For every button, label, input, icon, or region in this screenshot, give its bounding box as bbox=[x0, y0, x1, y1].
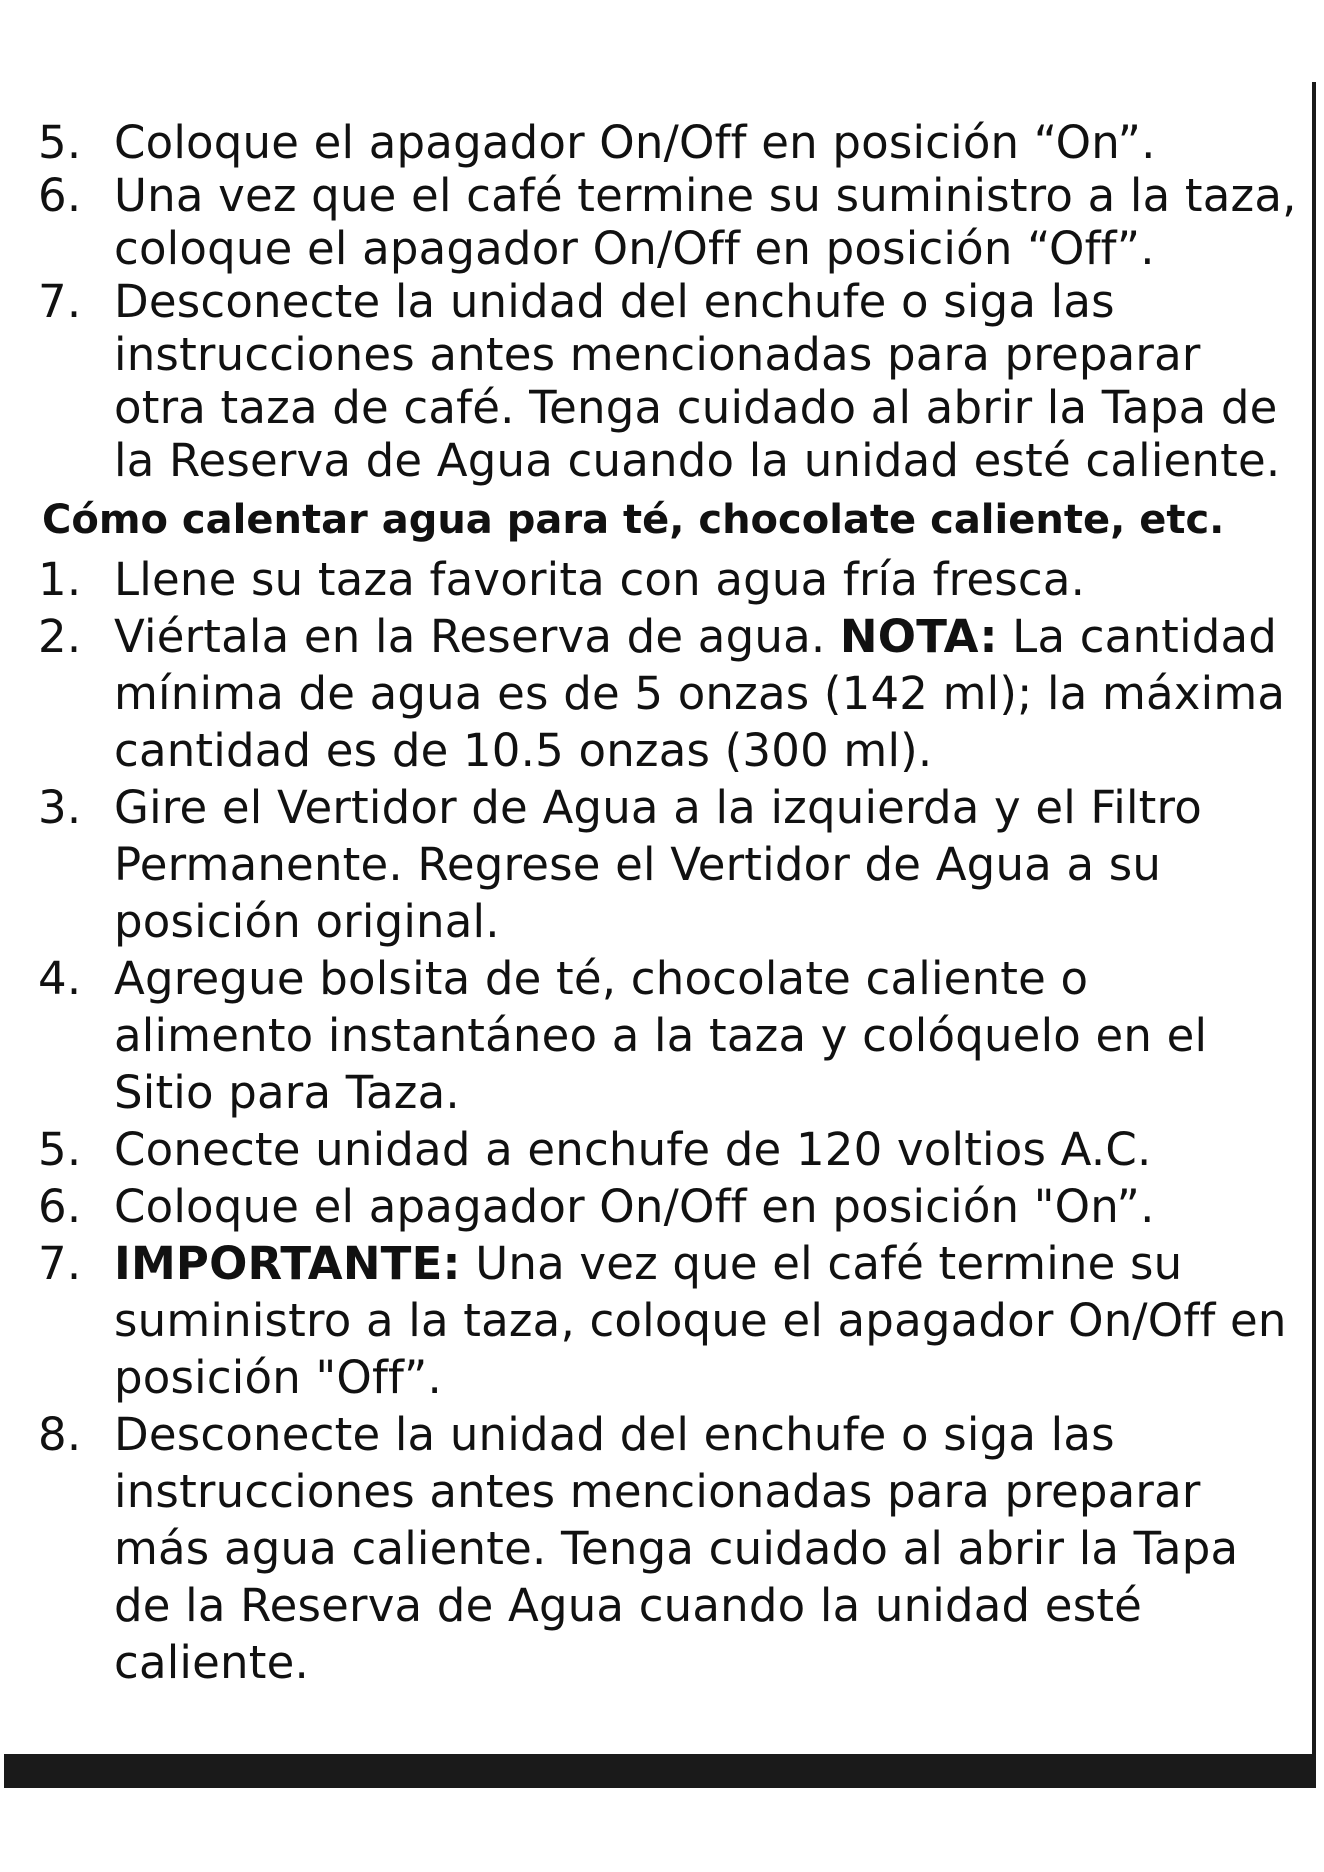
list-item bbox=[38, 779, 1298, 950]
important-label: IMPORTANTE: bbox=[114, 1237, 461, 1290]
item-text: La cantidad mínima de agua es de 5 onzas (142 ml); la máxima cantidad es de 10.5 onzas (300 ml). bbox=[114, 610, 1286, 777]
item-number: 6. bbox=[38, 1180, 82, 1233]
list-item bbox=[38, 1121, 1298, 1178]
item-text: Coloque el apagador On/Off en posición "On”. bbox=[114, 1180, 1155, 1233]
item-number: 7. bbox=[38, 275, 82, 328]
item-number: 5. bbox=[38, 116, 82, 169]
item-number: 6. bbox=[38, 169, 82, 222]
item-number: 2. bbox=[38, 610, 82, 663]
item-text: Llene su taza favorita con agua fría fresca. bbox=[114, 553, 1086, 606]
list-item bbox=[38, 608, 1298, 779]
item-number: 7. bbox=[38, 1237, 82, 1290]
item-number: 4. bbox=[38, 952, 82, 1005]
item-text: Desconecte la unidad del enchufe o siga las instrucciones antes mencionadas para preparar otra taza de café. Tenga cuidado al abrir la Tapa de la Reserva de Agua cuando la unidad esté caliente. bbox=[114, 275, 1281, 487]
section-coffee-steps bbox=[38, 116, 1298, 487]
list-item bbox=[38, 1178, 1298, 1235]
item-text: Coloque el apagador On/Off en posición “On”. bbox=[114, 116, 1156, 169]
list-item bbox=[38, 116, 1298, 169]
list-item bbox=[38, 950, 1298, 1121]
item-text: Una vez que el café termine su suministro a la taza, coloque el apagador On/Off en posición "Off”. bbox=[114, 1237, 1287, 1404]
item-text: Gire el Vertidor de Agua a la izquierda y el Filtro Permanente. Regrese el Vertidor de Agua a su posición original. bbox=[114, 781, 1202, 948]
list-item bbox=[38, 275, 1298, 487]
item-number: 5. bbox=[38, 1123, 82, 1176]
page-border-bottom bbox=[4, 1754, 1316, 1788]
item-number: 1. bbox=[38, 553, 82, 606]
item-number: 8. bbox=[38, 1408, 82, 1461]
item-text: Conecte unidad a enchufe de 120 voltios A.C. bbox=[114, 1123, 1152, 1176]
item-text: Agregue bolsita de té, chocolate caliente o alimento instantáneo a la taza y colóquelo en el Sitio para Taza. bbox=[114, 952, 1208, 1119]
section-heading: Cómo calentar agua para té, chocolate caliente, etc. bbox=[42, 497, 1225, 543]
item-number: 3. bbox=[38, 781, 82, 834]
page-border-right bbox=[1312, 82, 1316, 1788]
list-item bbox=[38, 551, 1298, 608]
list-item bbox=[38, 1235, 1298, 1406]
list-item bbox=[38, 1406, 1298, 1691]
list-item bbox=[38, 169, 1298, 275]
instructions-content bbox=[38, 116, 1298, 1691]
section-hot-water-steps bbox=[38, 551, 1298, 1691]
item-text: Una vez que el café termine su suministro a la taza, coloque el apagador On/Off en posición “Off”. bbox=[114, 169, 1297, 275]
item-text: Desconecte la unidad del enchufe o siga las instrucciones antes mencionadas para preparar más agua caliente. Tenga cuidado al abrir la Tapa de la Reserva de Agua cuando la unidad esté caliente. bbox=[114, 1408, 1239, 1689]
note-label: NOTA: bbox=[839, 610, 998, 663]
item-text: Viértala en la Reserva de agua. bbox=[114, 610, 826, 663]
